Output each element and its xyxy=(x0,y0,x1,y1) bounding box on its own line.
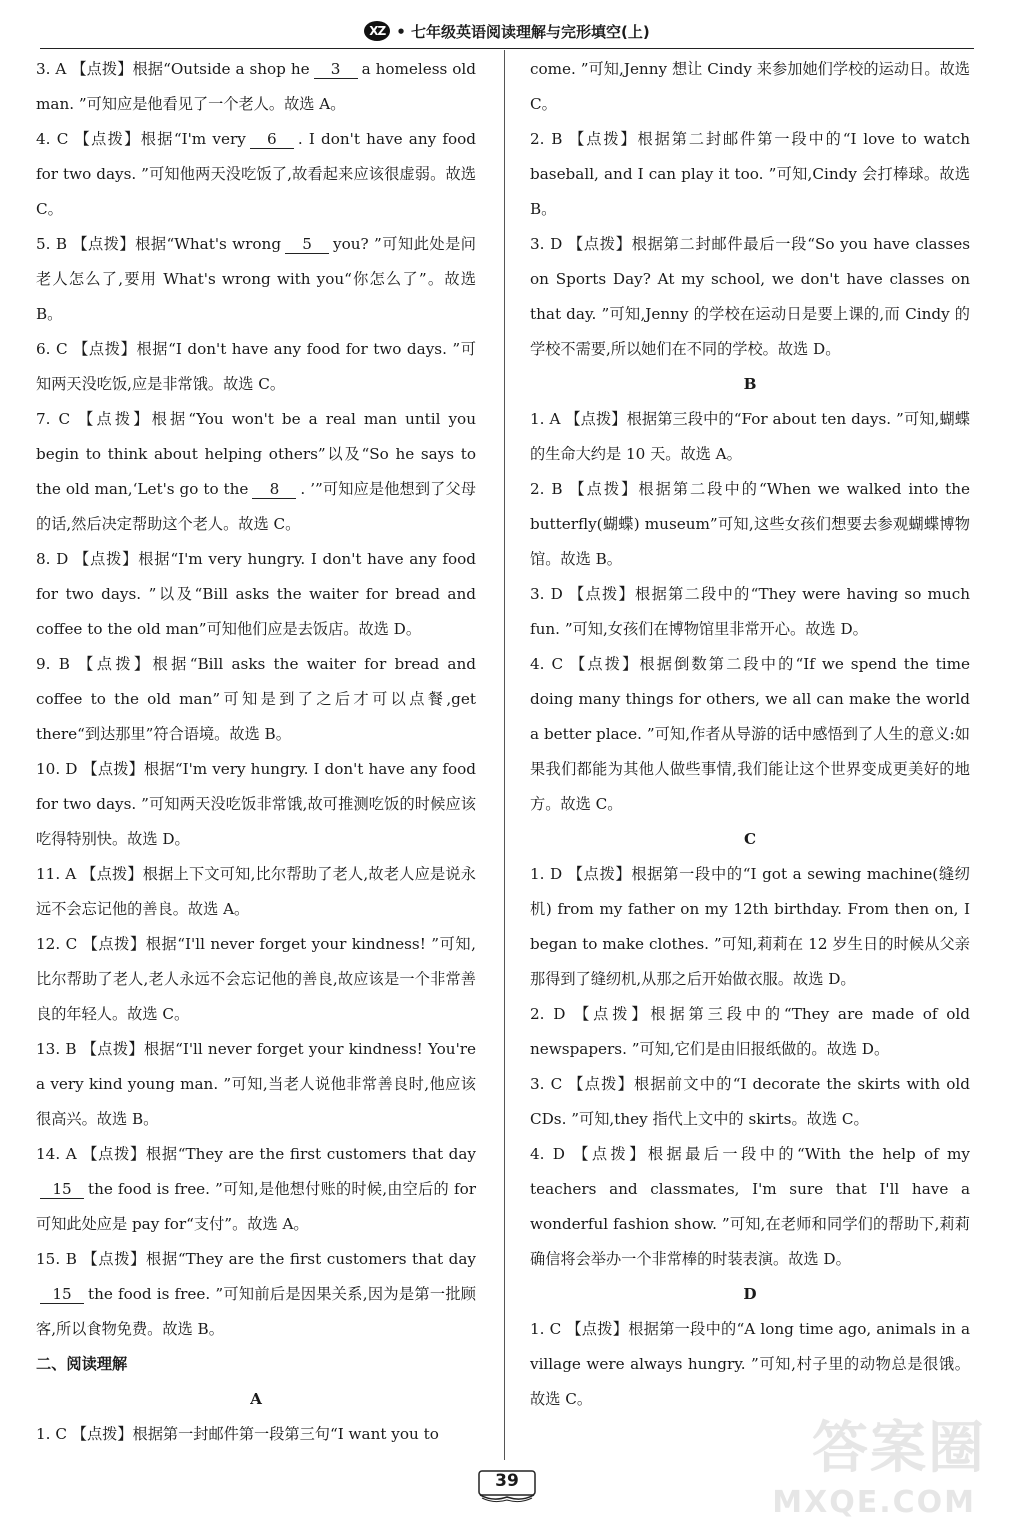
answer-text: the food is free. ”可知前后是因果关系,因为是第一批顾客,所以食物免费。故选 B。 xyxy=(36,1285,476,1338)
section-b-answer-list xyxy=(530,402,970,822)
answer-item: 1. D 【点拨】根据第一段中的“I got a sewing machine(缝纫机) from my father on my 12th birthday. From then on, I began to make clothes. ”可知,莉莉在 12 岁生日的时候从父亲那得到了缝纫机,从那之后开始做衣服。故选 D。 xyxy=(530,865,970,988)
answer-text: 14. A 【点拨】根据“They are the first customers that day xyxy=(36,1145,476,1163)
answer-text: 9. B 【点拨】根据“Bill asks the waiter for bread and coffee to the old man”可知是到了之后才可以点餐,get there“到达那里”符合语境。故选 B。 xyxy=(36,655,476,743)
section-heading-a: A xyxy=(250,1390,262,1408)
section-d-answer-list xyxy=(530,1312,970,1417)
answer-item: 2. B 【点拨】根据第二段中的“When we walked into the butterfly(蝴蝶) museum”可知,这些女孩们想要去参观蝴蝶博物馆。故选 B。 xyxy=(530,480,970,568)
answer-text: 12. C 【点拨】根据“I'll never forget your kindness! ”可知,比尔帮助了老人,老人永远不会忘记他的善良,故应该是一个非常善良的年轻人。故选 C。 xyxy=(36,935,476,1023)
answer-item: 3. D 【点拨】根据第二段中的“They were having so much fun. ”可知,女孩们在博物馆里非常开心。故选 D。 xyxy=(530,585,970,638)
page-number: 39 xyxy=(495,1471,519,1491)
book-title: • 七年级英语阅读理解与完形填空(上) xyxy=(396,22,650,41)
section-c-answer-list xyxy=(530,857,970,1277)
answer-item: 1. A 【点拨】根据第三段中的“For about ten days. ”可知,蝴蝶的生命大约是 10 天。故选 A。 xyxy=(530,410,970,463)
answer-item: 4. D 【点拨】根据最后一段中的“With the help of my teachers and classmates, I'm sure that I'll have a wonderful fashion show. ”可知,在老师和同学们的帮助下,莉莉确信将会举办一个非常棒的时装表演。故选 D。 xyxy=(530,1145,970,1268)
section-a-answer-list xyxy=(530,122,970,367)
watermark xyxy=(772,1416,996,1526)
page-header xyxy=(40,14,974,49)
blank-number: 15 xyxy=(40,1285,84,1304)
answer-item: 2. D 【点拨】根据第三段中的“They are made of old newspapers. ”可知,它们是由旧报纸做的。故选 D。 xyxy=(530,1005,970,1058)
blank-number: 5 xyxy=(285,235,329,254)
watermark-url: MXQE.COM xyxy=(772,1485,976,1520)
part-heading-reading: 二、阅读理解 xyxy=(36,1355,128,1373)
section-heading-b: B xyxy=(743,375,757,393)
answer-text: 11. A 【点拨】根据上下文可知,比尔帮助了老人,故老人应是说永远不会忘记他的善良。故选 A。 xyxy=(36,865,476,918)
answer-item: 1. C 【点拨】根据第一段中的“A long time ago, animals in a village were always hungry. ”可知,村子里的动物总是很饿。故选 C。 xyxy=(530,1320,970,1408)
answer-text: 7. C 【点拨】根据“You won't be a real man until you begin to think about helping others”以及“So he says to the old man,‘Let's go to the xyxy=(36,410,476,498)
column-divider xyxy=(504,50,505,1460)
answer-text: you? ”可知此处是问老人怎么了,要用 What's wrong with you“你怎么了”。故选 B。 xyxy=(36,235,476,323)
answer-text: 15. B 【点拨】根据“They are the first customers that day xyxy=(36,1250,476,1268)
answer-item-continuation: come. ”可知,Jenny 想让 Cindy 来参加她们学校的运动日。故选 C。 xyxy=(530,60,970,113)
answer-item: 1. C 【点拨】根据第一封邮件第一段第三句“I want you to xyxy=(36,1425,439,1443)
answer-item xyxy=(36,542,476,647)
answer-text: 4. C 【点拨】根据“I'm very xyxy=(36,130,246,148)
answer-text: a homeless old man. ”可知应是他看见了一个老人。故选 A。 xyxy=(36,60,476,113)
answer-text: 5. B 【点拨】根据“What's wrong xyxy=(36,235,282,253)
answer-item xyxy=(36,122,476,227)
right-column xyxy=(530,52,970,1417)
watermark-text: 答案圈 xyxy=(812,1416,986,1481)
answer-item xyxy=(36,647,476,752)
answer-item xyxy=(36,227,476,332)
answer-item xyxy=(36,857,476,927)
page-number-badge xyxy=(476,1469,538,1503)
answer-item xyxy=(36,52,476,122)
answer-item xyxy=(36,1032,476,1137)
answer-item xyxy=(36,332,476,402)
section-heading-c: C xyxy=(743,830,757,848)
answer-text: . I don't have any food for two days. ”可知他两天没吃饭了,故看起来应该很虚弱。故选 C。 xyxy=(36,130,477,218)
blank-number: 3 xyxy=(314,60,358,79)
answer-text: 13. B 【点拨】根据“I'll never forget your kindness! You're a very kind young man. ”可知,当老人说他非常善良时,他应该很高兴。故选 B。 xyxy=(36,1040,476,1128)
answer-item: 2. B 【点拨】根据第二封邮件第一段中的“I love to watch baseball, and I can play it too. ”可知,Cindy 会打棒球。故选 B。 xyxy=(530,130,970,218)
answer-text: the food is free. ”可知,是他想付账的时候,由空后的 for 可知此处应是 pay for“支付”。故选 A。 xyxy=(36,1180,476,1233)
blank-number: 15 xyxy=(40,1180,84,1199)
left-answer-list xyxy=(36,52,476,1347)
answer-text: 6. C 【点拨】根据“I don't have any food for two days. ”可知两天没吃饭,应是非常饿。故选 C。 xyxy=(36,340,476,393)
answer-text: 8. D 【点拨】根据“I'm very hungry. I don't have any food for two days. ”以及“Bill asks the waiter for bread and coffee to the old man”可知他们应是去饭店。故选 D。 xyxy=(36,550,476,638)
section-heading-d: D xyxy=(743,1285,757,1303)
answer-item xyxy=(36,1242,476,1347)
publisher-logo: XZ xyxy=(364,21,390,41)
blank-number: 6 xyxy=(250,130,294,149)
answer-item xyxy=(36,752,476,857)
answer-item: 3. C 【点拨】根据前文中的“I decorate the skirts with old CDs. ”可知,they 指代上文中的 skirts。故选 C。 xyxy=(530,1075,970,1128)
answer-item xyxy=(36,1137,476,1242)
answer-text: . ’”可知应是他想到了父母的话,然后决定帮助这个老人。故选 C。 xyxy=(36,480,476,533)
blank-number: 8 xyxy=(252,480,296,499)
answer-item xyxy=(36,927,476,1032)
answer-text: 3. A 【点拨】根据“Outside a shop he xyxy=(36,60,310,78)
left-column xyxy=(36,52,476,1452)
answer-item xyxy=(36,402,476,542)
answer-item: 3. D 【点拨】根据第二封邮件最后一段“So you have classes on Sports Day? At my school, we don't have classes on that day. ”可知,Jenny 的学校在运动日是要上课的,而 Cindy 的学校不需要,所以她们在不同的学校。故选 D。 xyxy=(530,235,970,358)
answer-item: 4. C 【点拨】根据倒数第二段中的“If we spend the time doing many things for others, we all can make the world a better place. ”可知,作者从导游的话中感悟到了人生的意义:如果我们都能为其他人做些事情,我们能让这个世界变成更美好的地方。故选 C。 xyxy=(530,655,970,813)
answer-text: 10. D 【点拨】根据“I'm very hungry. I don't have any food for two days. ”可知两天没吃饭非常饿,故可推测吃饭的时候应该吃得特别快。故选 D。 xyxy=(36,760,476,848)
